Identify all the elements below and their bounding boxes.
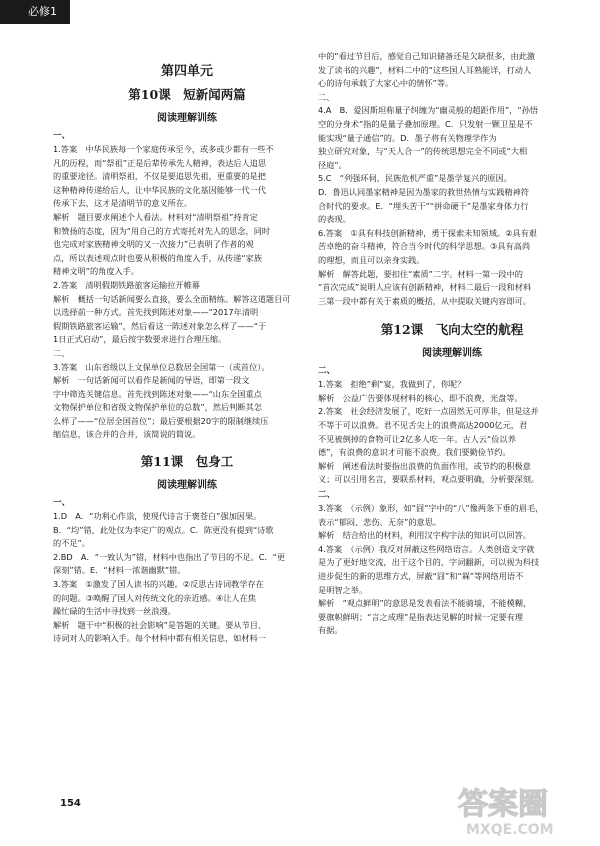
- text-line: 二、: [318, 490, 336, 501]
- text-line: 2.答案 社会经济发展了，吃好一点固然无可厚非，但是这并: [318, 406, 539, 417]
- text-line: 点，所以表述观点时也要从积极的角度入手，从传递“家族: [53, 252, 262, 263]
- text-line: 2.答案 清明假期铁路旅客运输拉开帷幕: [53, 279, 200, 290]
- text-line: 心的诗句承载了大家心中的情怀”等。: [318, 78, 454, 89]
- text-line: 4.答案 （示例）我反对屏蔽这些网络语言。人类创造文字就: [318, 543, 535, 554]
- text-line: 是明智之举。: [318, 584, 368, 595]
- text-line: B．“均”错，此处仅为李定广的观点。C．陈更没有提到“诗歌: [53, 524, 274, 535]
- text-line: 中的“看过节目后，感觉自己知识储备还是欠缺很多，由此激: [318, 51, 536, 61]
- text-line: 以选择前一种方式。首先找到陈述对象——“2017年清明: [53, 307, 259, 318]
- text-line: 表示“郁闷、悲伤、无奈”的意思。: [318, 516, 442, 527]
- watermark-url: MXQE.COM: [466, 822, 554, 838]
- lesson12-title: 第12课 飞向太空的航程: [380, 322, 524, 338]
- text-line: “首次完成”说明人应该有创新精神，材料二最后一段和材料: [318, 282, 532, 293]
- text-line: 解析 结合给出的材料，利用汉字构字法的知识可以回答。: [318, 530, 531, 541]
- lesson12-body: [318, 365, 586, 638]
- text-line: 二、: [318, 366, 336, 377]
- text-line: 解析 解答此题，要扣住“素质”二字。材料一第一段中的: [318, 268, 523, 279]
- text-line: D．鲁迅认同墨家精神是因为墨家的救世热情与实践精神符: [318, 186, 529, 197]
- text-line: 这种精神传递给后人，让中华民族的文化基因能够一代一代: [53, 184, 266, 195]
- section-tab: 必修1: [0, 0, 70, 24]
- text-line: 能实现“量子通信”的。D．墨子将有关物理学作为: [318, 132, 497, 143]
- text-line: 诗词对人的影响入手。每个材料中都有相关信息，如材料一: [53, 633, 266, 644]
- text-line: 义；可以引用名言，要联系材料，观点要明确，分析要深刻。: [318, 474, 540, 485]
- text-line: 字中筛选关键信息。首先找到陈述对象——“山东全国重点: [53, 388, 262, 399]
- text-line: 的问题。③唤醒了国人对传统文化的亲近感。④让人在焦: [53, 592, 256, 603]
- text-line: 3.答案 山东省级以上文保单位总数居全国第一（或首位）。: [53, 361, 270, 372]
- text-line: 精神文明”的角度入手。: [53, 266, 140, 277]
- lesson11-body: [53, 510, 321, 646]
- text-line: 解析 概括一句话新闻要么直接，要么全面精练。解答这道题目可: [53, 293, 291, 304]
- text-line: 的不足”。: [53, 538, 90, 549]
- text-line: 的重要途径。清明祭祖，不仅是要追思先祖，更重要的是把: [53, 171, 266, 182]
- text-line: 二、: [318, 91, 335, 102]
- text-line: 4.A B．爱因斯坦称量子纠缠为“幽灵般的超距作用”，“孙悟: [318, 105, 539, 116]
- text-line: 1日正式启动”，最后按字数要求进行合理压缩。: [53, 334, 227, 345]
- text-line: 要旗帜鲜明；“言之成理”是指表达见解的时候一定要有理: [318, 611, 523, 622]
- text-line: 进步促生的新的思维方式，屏蔽“囧”和“槑”等网络用语不: [318, 571, 524, 581]
- text-line: 的表现。: [318, 214, 351, 225]
- text-line: 传承下去，这才是清明节的意义所在。: [53, 198, 193, 209]
- text-line: 和赞扬的态度，因为“用自己的方式寄托对先人的思念，同时: [53, 225, 271, 236]
- page-number: 154: [60, 798, 81, 809]
- text-line: 有据。: [318, 625, 343, 636]
- text-line: 不等于可以浪费。君不见舌尖上的浪费高达2000亿元，君: [318, 420, 528, 431]
- text-line: 躁忙碌的生活中寻找到一丝浪漫。: [53, 606, 176, 617]
- text-line: 也完成对家族精神文明的又一次接力”已表明了作者的观: [53, 239, 254, 250]
- text-line: 独立研究对象，与“天人合一”的传统思想完全不同或“大相: [318, 146, 528, 157]
- text-line: 径庭”。: [318, 159, 347, 170]
- text-line: 三第一段中都有关于素质的概括，从中提取关键内容即可。: [318, 295, 531, 306]
- text-line: 2.BD A．“一致认为”错，材料中也指出了节目的不足。C．“更: [53, 551, 286, 562]
- text-line: 解析 题目要求阐述个人看法。材料对“清明祭祖”持肯定: [53, 211, 258, 222]
- lesson11-title: 第11课 包身工: [140, 454, 234, 470]
- right-column: [318, 50, 586, 638]
- text-line: 文物保护单位和省级文物保护单位的总数”，然后判断其怎: [53, 402, 262, 413]
- text-line: 3.答案 ①激发了国人读书的兴趣。②反思古诗词教学存在: [53, 579, 264, 590]
- text-line: 解析 公益广告要体现材料的核心，即不浪费，光盘等。: [318, 392, 523, 403]
- text-line: 二、: [53, 347, 70, 358]
- text-line: 6.答案 ①具有科技创新精神，勇于探索未知领域。②具有艰: [318, 227, 537, 238]
- text-line: 不见被倒掉的食物可让2亿多人吃一年。古人云“俭以养: [318, 433, 516, 444]
- left-column: [53, 58, 321, 646]
- text-line: 是为了更好地交流，出于这个目的，字词翻新，可以视为科技: [318, 557, 540, 568]
- watermark-logo: [456, 778, 586, 838]
- lesson11-body-cont: [318, 50, 586, 308]
- text-line: 空的分身术”指的是量子叠加原理。C．只发射一颗卫星是不: [318, 118, 533, 129]
- text-line: 1.D A．“功利心作祟，使现代诗言于褒苍白”强加因果。: [53, 511, 262, 522]
- text-line: 假期铁路旅客运输”，然后看这一陈述对象怎么样了——“于: [53, 320, 267, 331]
- text-line: 德”，有浪费的意识才可能不浪费。我们要勤俭节约。: [318, 447, 511, 458]
- lesson10-title: 第10课 短新闻两篇: [128, 87, 246, 102]
- watermark-text: 答案圈: [458, 787, 548, 822]
- text-line: 么样了——“位居全国首位”；最后要根据20字的限制继续压: [53, 415, 269, 426]
- lesson10-body: [53, 143, 321, 442]
- section-one: 一、: [53, 131, 71, 141]
- text-line: 凡的历程，而“祭祖”正是后辈传承先人精神，表达后人追思: [53, 157, 267, 168]
- lesson11-subtitle: 阅读理解训练: [157, 480, 217, 492]
- text-line: 1.答案 中华民族每一个家庭传承至今，或多或少都有一些不: [53, 144, 274, 154]
- text-line: 解析 阐述看法时要指出浪费的负面作用，或节约的积极意: [318, 460, 531, 471]
- text-line: 3.答案 （示例）象形，如“囧”字中的“八”像两条下垂的眉毛，: [318, 503, 544, 514]
- text-line: 深刻”错。E．“材料一浓谐幽默”错。: [53, 565, 186, 576]
- text-line: 5.C “列强环伺，民族危机严重”是墨学复兴的原因。: [318, 173, 512, 184]
- text-line: 合时代的要求。E．“埋头苦干”“拼命硬干”是墨家身体力行: [318, 200, 529, 211]
- text-line: 缩信息，该合并的合并，该简说的简说。: [53, 429, 201, 440]
- lesson12-subtitle: 阅读理解训练: [422, 348, 482, 360]
- section-one: 一、: [53, 498, 71, 509]
- lesson10-subtitle: 阅读理解训练: [157, 113, 217, 124]
- text-line: 解析 “观点鲜明”的意思是发表看法不能骑墙，不能模糊，: [318, 598, 532, 609]
- unit-title: 第四单元: [160, 64, 213, 79]
- text-line: 发了读书的兴趣”，材料二中的“这些国人耳熟能详，打动人: [318, 64, 532, 75]
- text-line: 解析 一句话新闻可以看作是新闻的导语，即第一段文: [53, 375, 250, 386]
- text-line: 苦卓绝的奋斗精神，符合当今时代的科学思想。③具有高尚: [318, 241, 531, 252]
- text-line: 解析 题干中“积极的社会影响”是答题的关键。要从节目、: [53, 619, 267, 630]
- text-line: 1.答案 拒绝“剩”宴，我做到了，你呢？: [318, 379, 466, 390]
- text-line: 的理想，而且可以亲身实践。: [318, 254, 425, 265]
